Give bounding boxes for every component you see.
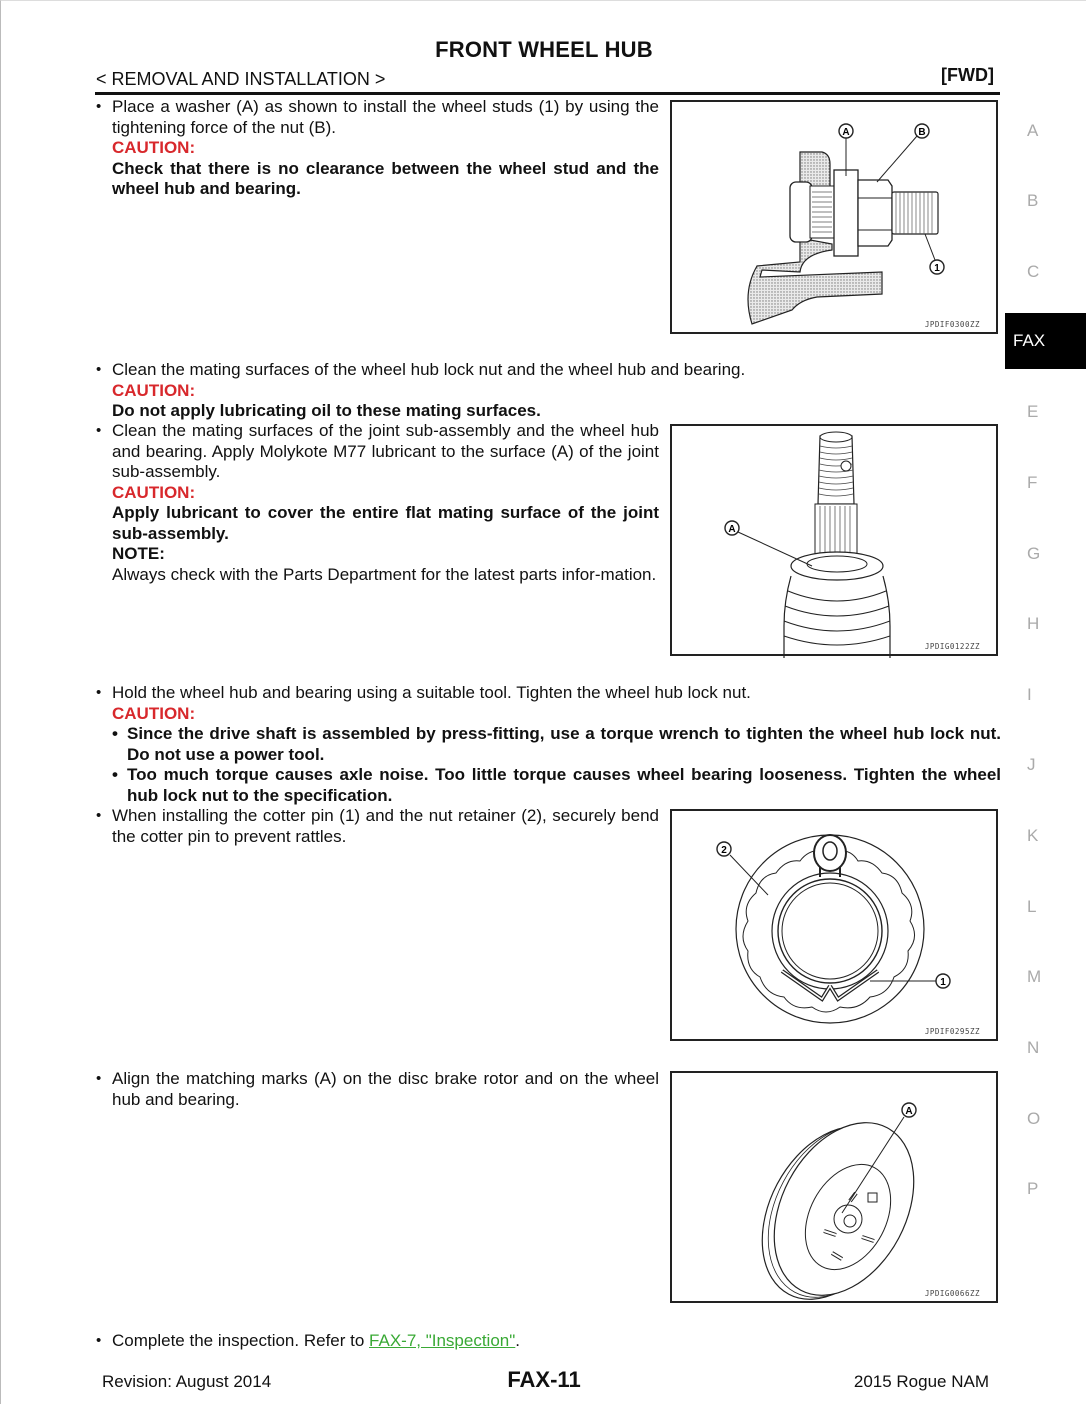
note-text: Always check with the Parts Department for the latest parts infor-mation.: [112, 564, 657, 584]
svg-text:A: A: [728, 524, 736, 535]
step-5-text: • When installing the cotter pin (1) and the nut retainer (2), securely bend the cotter pin to prevent rattles.: [96, 806, 659, 847]
tab-k[interactable]: K: [1027, 826, 1039, 845]
tab-o[interactable]: O: [1027, 1109, 1041, 1128]
caution-text: Check that there is no clearance between the wheel stud and the wheel hub and bearing.: [112, 158, 659, 198]
step-2: [96, 360, 816, 422]
caution-label: CAUTION:: [112, 138, 196, 157]
tab-h[interactable]: H: [1027, 614, 1040, 633]
tab-c[interactable]: C: [1027, 262, 1040, 281]
step-7-text: Complete the inspection. Refer to: [112, 1331, 370, 1350]
figure-code: JPDIF0295ZZ: [924, 1027, 980, 1036]
page-title: FRONT WHEEL HUB: [435, 37, 653, 62]
tab-a[interactable]: A: [1027, 121, 1039, 140]
step-1-text: • Place a washer (A) as shown to install the wheel studs (1) by using the tightening force of the nut (B).: [96, 97, 659, 138]
caution-text: Apply lubricant to cover the entire flat mating surface of the joint sub-assembly.: [112, 503, 659, 543]
tab-n[interactable]: N: [1027, 1038, 1040, 1057]
figure-code: JPDIG0122ZZ: [924, 642, 980, 651]
figure-disc-rotor: [670, 1071, 998, 1303]
wheel-stud-illustration: [672, 102, 1000, 336]
step-5: [96, 806, 659, 847]
step-3: [96, 421, 659, 585]
step-3-text: • Clean the mating surfaces of the joint sub-assembly and the wheel hub and bearing. Apply Molykote M77 lubricant to the surface (A) of the joint sub-assembly.: [96, 421, 659, 483]
section-breadcrumb: < REMOVAL AND INSTALLATION >: [96, 69, 386, 89]
disc-rotor-illustration: [672, 1073, 1000, 1305]
svg-text:A: A: [842, 127, 850, 138]
step-2-text: • Clean the mating surfaces of the wheel hub lock nut and the wheel hub and bearing.: [96, 360, 816, 381]
caution-label: CAUTION:: [112, 703, 196, 723]
figure-wheel-stud: [670, 100, 998, 334]
figure-cotter-pin: [670, 809, 998, 1041]
tab-e[interactable]: E: [1027, 402, 1039, 421]
vehicle-model: 2015 Rogue NAM: [853, 1372, 989, 1391]
cotter-pin-illustration: [672, 811, 1000, 1043]
step-4: [96, 683, 1001, 806]
step-4-text: • Hold the wheel hub and bearing using a suitable tool. Tighten the wheel hub lock nut.: [96, 683, 1001, 704]
header-divider: [95, 92, 1000, 95]
svg-text:1: 1: [934, 263, 940, 274]
svg-text:B: B: [918, 127, 926, 138]
step-1: [96, 97, 659, 200]
inspection-link[interactable]: FAX-7, "Inspection": [369, 1331, 516, 1350]
tab-l[interactable]: L: [1027, 897, 1037, 916]
tab-b[interactable]: B: [1027, 191, 1039, 210]
step-6-text: • Align the matching marks (A) on the disc brake rotor and on the wheel hub and bearing.: [96, 1069, 659, 1110]
figure-joint-sub-assembly: [670, 424, 998, 656]
step-7-text-end: .: [515, 1331, 521, 1350]
tab-j[interactable]: J: [1027, 755, 1036, 774]
page-number: FAX-11: [507, 1367, 581, 1392]
caution-label: CAUTION:: [112, 482, 196, 502]
tab-m[interactable]: M: [1027, 967, 1042, 986]
note-label: NOTE:: [112, 544, 165, 563]
step-7: [96, 1331, 796, 1352]
caution-label: CAUTION:: [112, 380, 196, 400]
svg-text:2: 2: [721, 845, 727, 856]
variant-label: [FWD]: [941, 65, 994, 85]
figure-code: JPDIG0066ZZ: [924, 1289, 980, 1298]
revision-date: Revision: August 2014: [102, 1372, 272, 1391]
tab-f[interactable]: F: [1027, 473, 1038, 492]
tab-fax[interactable]: FAX: [1005, 313, 1086, 369]
svg-text:1: 1: [940, 977, 946, 988]
caution-item: • Since the drive shaft is assembled by press-fitting, use a torque wrench to tighten the wheel hub lock nut. Do not use a power tool.: [112, 724, 1001, 765]
step-6: [96, 1069, 659, 1110]
caution-text: Do not apply lubricating oil to these mating surfaces.: [112, 401, 541, 420]
figure-code: JPDIF0300ZZ: [924, 320, 980, 329]
tab-p[interactable]: P: [1027, 1179, 1039, 1198]
svg-text:A: A: [905, 1106, 913, 1117]
tab-g[interactable]: G: [1027, 544, 1041, 563]
tab-i[interactable]: I: [1027, 685, 1032, 704]
caution-item: • Too much torque causes axle noise. Too little torque causes wheel bearing looseness. Tighten the wheel hub lock nut to the specification.: [112, 765, 1001, 806]
joint-sub-assembly-illustration: [672, 426, 1000, 658]
